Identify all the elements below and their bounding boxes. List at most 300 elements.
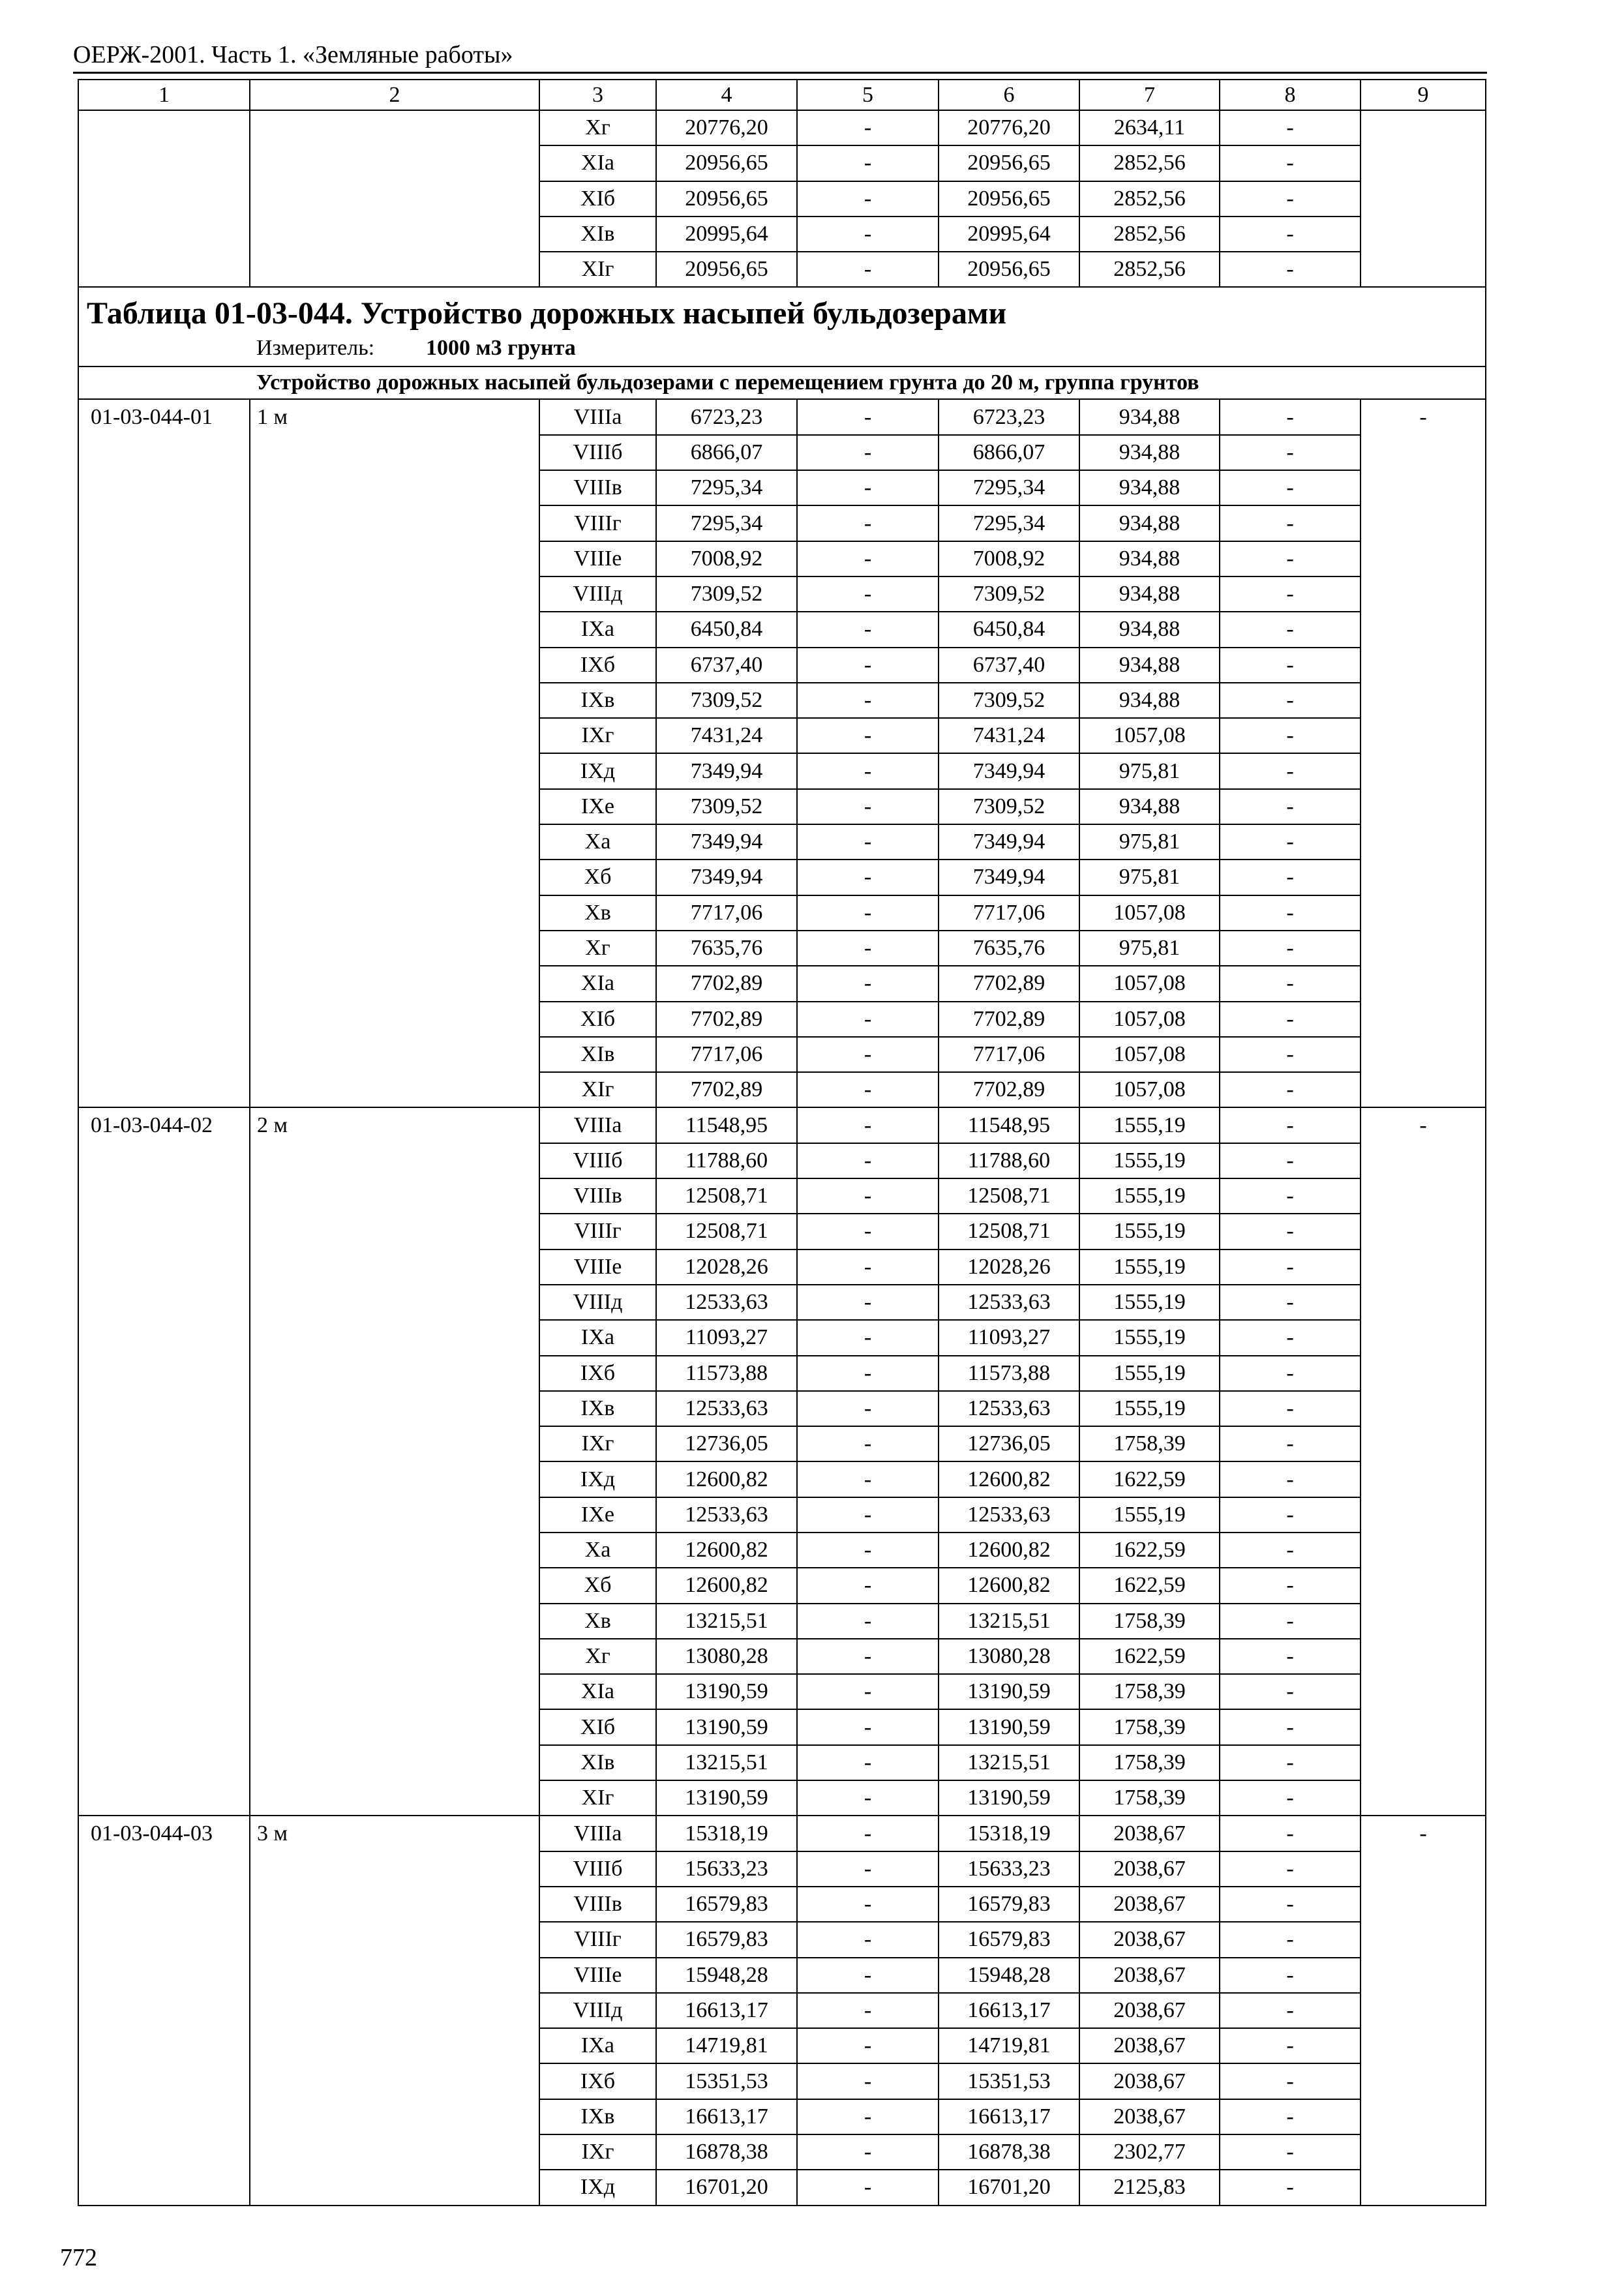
table-cell: - <box>1220 2170 1361 2205</box>
table-cell: - <box>1220 1851 1361 1887</box>
table-cell: - <box>797 1356 939 1391</box>
table-cell: - <box>797 1497 939 1533</box>
table-cell: 13190,59 <box>656 1674 797 1709</box>
col9-value: - <box>1361 1816 1486 2205</box>
table-cell: 7349,94 <box>939 824 1079 860</box>
table-cell: 16613,17 <box>939 2099 1079 2134</box>
table-cell: VIIIб <box>539 435 656 470</box>
table-cell: - <box>797 1320 939 1355</box>
rate-code: 01-03-044-01 <box>78 399 250 1107</box>
table-cell: XIг <box>539 1780 656 1816</box>
table-cell: 975,81 <box>1079 931 1220 966</box>
table-cell: - <box>1220 252 1361 287</box>
table-cell: IXб <box>539 2063 656 2099</box>
table-cell: 12600,82 <box>939 1533 1079 1568</box>
table-cell: 20956,65 <box>656 181 797 217</box>
table-cell: - <box>1220 1391 1361 1426</box>
table-cell: - <box>1220 789 1361 824</box>
table-cell: VIIIб <box>539 1143 656 1178</box>
table-cell: - <box>797 1816 939 1851</box>
table-cell: 12508,71 <box>939 1178 1079 1214</box>
table-cell: 2038,67 <box>1079 2028 1220 2063</box>
table-cell: - <box>797 2028 939 2063</box>
table-cell: 20956,65 <box>656 145 797 181</box>
table-cell: 934,88 <box>1079 648 1220 683</box>
table-cell: 12600,82 <box>656 1461 797 1497</box>
table-cell: - <box>1220 1002 1361 1037</box>
table-cell: 2038,67 <box>1079 1958 1220 1993</box>
table-cell: 7309,52 <box>656 789 797 824</box>
table-cell: - <box>1220 1037 1361 1072</box>
rate-code: 01-03-044-02 <box>78 1107 250 1816</box>
table-cell: - <box>797 1639 939 1674</box>
table-cell: - <box>797 2099 939 2134</box>
table-cell: 1555,19 <box>1079 1285 1220 1320</box>
table-cell: - <box>1220 1356 1361 1391</box>
table-cell: 16701,20 <box>939 2170 1079 2205</box>
table-cell: 1758,39 <box>1079 1780 1220 1816</box>
table-cell: - <box>1220 1816 1361 1851</box>
table-cell: - <box>797 612 939 647</box>
table-cell: 7635,76 <box>939 931 1079 966</box>
table-cell: VIIIд <box>539 1993 656 2028</box>
table-cell: 16701,20 <box>656 2170 797 2205</box>
table-cell: IXа <box>539 2028 656 2063</box>
table-cell: - <box>1220 181 1361 217</box>
table-cell: 7702,89 <box>656 966 797 1001</box>
table-cell: 13190,59 <box>656 1709 797 1744</box>
table-cell: - <box>797 1993 939 2028</box>
table-cell: 1555,19 <box>1079 1356 1220 1391</box>
table-cell: VIIIб <box>539 1851 656 1887</box>
table-cell: 11573,88 <box>656 1356 797 1391</box>
table-cell: - <box>1220 683 1361 718</box>
table-cell: IXа <box>539 1320 656 1355</box>
table-cell: 20956,65 <box>656 252 797 287</box>
table-cell: 7702,89 <box>656 1072 797 1107</box>
table-cell: 13215,51 <box>939 1745 1079 1780</box>
table-cell: 1758,39 <box>1079 1674 1220 1709</box>
table-cell: - <box>1220 1533 1361 1568</box>
table-cell: 20956,65 <box>939 252 1079 287</box>
table-cell: 16579,83 <box>939 1922 1079 1957</box>
table-cell: 1057,08 <box>1079 1002 1220 1037</box>
table-cell: - <box>797 576 939 612</box>
table-cell: - <box>1220 1285 1361 1320</box>
table-cell: - <box>797 1072 939 1107</box>
table-cell: 1622,59 <box>1079 1533 1220 1568</box>
table-cell: - <box>1220 1072 1361 1107</box>
table-cell: 12508,71 <box>939 1214 1079 1249</box>
table-cell: - <box>1220 648 1361 683</box>
table-cell: 6866,07 <box>656 435 797 470</box>
table-cell: 7702,89 <box>656 1002 797 1037</box>
table-cell: IXа <box>539 612 656 647</box>
table-cell: - <box>797 753 939 788</box>
table-cell: - <box>1220 1745 1361 1780</box>
table-cell: VIIIд <box>539 1285 656 1320</box>
table-cell: 12736,05 <box>656 1426 797 1461</box>
table-cell: IXв <box>539 2099 656 2134</box>
table-cell: - <box>1220 1107 1361 1143</box>
table-cell: Xа <box>539 1533 656 1568</box>
column-number: 2 <box>250 80 539 110</box>
table-cell: 7349,94 <box>656 824 797 860</box>
table-row <box>78 110 1486 145</box>
table-row <box>78 1816 1486 1851</box>
section-heading: Устройство дорожных насыпей бульдозерами с перемещением грунта до 20 м, группа грунтов <box>78 367 1486 399</box>
table-cell: - <box>1220 435 1361 470</box>
column-number-row <box>78 80 1486 110</box>
table-cell: 15948,28 <box>939 1958 1079 1993</box>
table-row <box>78 1107 1486 1143</box>
table-cell: - <box>1220 1497 1361 1533</box>
table-cell: 15633,23 <box>656 1851 797 1887</box>
table-cell: IXг <box>539 2134 656 2170</box>
table-cell: 12533,63 <box>656 1497 797 1533</box>
table-cell: 14719,81 <box>656 2028 797 2063</box>
table-cell: - <box>1220 1958 1361 1993</box>
table-cell: 934,88 <box>1079 399 1220 434</box>
table-cell: 7295,34 <box>939 470 1079 505</box>
table-title-row <box>78 287 1486 367</box>
measure-value: 1000 м3 грунта <box>426 336 576 361</box>
table-cell: 14719,81 <box>939 2028 1079 2063</box>
table-cell: 1057,08 <box>1079 1072 1220 1107</box>
table-cell: 12533,63 <box>656 1285 797 1320</box>
table-cell: - <box>797 1178 939 1214</box>
header-rule <box>73 72 1487 74</box>
table-cell: 20995,64 <box>656 217 797 252</box>
table-cell: XIа <box>539 145 656 181</box>
table-cell: 20956,65 <box>939 145 1079 181</box>
table-cell: VIIIа <box>539 399 656 434</box>
table-cell: 15351,53 <box>939 2063 1079 2099</box>
measure-line <box>256 337 1485 359</box>
table-cell: - <box>797 470 939 505</box>
column-number: 4 <box>656 80 797 110</box>
table-cell: 1622,59 <box>1079 1461 1220 1497</box>
table-cell: IXг <box>539 718 656 753</box>
table-cell: - <box>1220 2099 1361 2134</box>
table-cell: 20776,20 <box>939 110 1079 145</box>
table-cell: VIIIг <box>539 505 656 541</box>
table-cell: 12533,63 <box>939 1391 1079 1426</box>
table-cell: - <box>797 2170 939 2205</box>
table-cell: 13190,59 <box>939 1780 1079 1816</box>
table-cell: - <box>1220 1604 1361 1639</box>
table-cell: 16613,17 <box>656 2099 797 2134</box>
code-cell-empty <box>78 110 250 287</box>
table-cell: 1758,39 <box>1079 1604 1220 1639</box>
table-cell: XIб <box>539 181 656 217</box>
table-cell: - <box>797 435 939 470</box>
table-cell: 7349,94 <box>939 860 1079 895</box>
table-cell: 1622,59 <box>1079 1639 1220 1674</box>
table-cell: 13190,59 <box>656 1780 797 1816</box>
table-cell: IXд <box>539 2170 656 2205</box>
table-cell: 2038,67 <box>1079 2099 1220 2134</box>
table-cell: 12028,26 <box>656 1249 797 1285</box>
table-cell: 1057,08 <box>1079 966 1220 1001</box>
table-cell: VIIIе <box>539 1958 656 1993</box>
table-cell: VIIIе <box>539 541 656 576</box>
table-cell: 7008,92 <box>939 541 1079 576</box>
table-cell: IXб <box>539 648 656 683</box>
table-cell: IXб <box>539 1356 656 1391</box>
column-number: 8 <box>1220 80 1361 110</box>
table-cell: 1555,19 <box>1079 1320 1220 1355</box>
table-cell: IXе <box>539 1497 656 1533</box>
table-cell: - <box>1220 2134 1361 2170</box>
table-cell: 16878,38 <box>656 2134 797 2170</box>
table-cell: 13215,51 <box>656 1604 797 1639</box>
table-cell: 13215,51 <box>656 1745 797 1780</box>
table-cell: 6723,23 <box>656 399 797 434</box>
table-cell: - <box>797 648 939 683</box>
table-cell: 1057,08 <box>1079 718 1220 753</box>
table-cell: 7635,76 <box>656 931 797 966</box>
table-cell: 934,88 <box>1079 541 1220 576</box>
table-cell: 6866,07 <box>939 435 1079 470</box>
table-cell: 7349,94 <box>656 753 797 788</box>
table-cell: 20995,64 <box>939 217 1079 252</box>
table-cell: - <box>797 1568 939 1603</box>
table-cell: - <box>797 181 939 217</box>
table-cell: 15633,23 <box>939 1851 1079 1887</box>
table-cell: 11573,88 <box>939 1356 1079 1391</box>
table-cell: 2038,67 <box>1079 1816 1220 1851</box>
table-cell: 16878,38 <box>939 2134 1079 2170</box>
table-cell: 12508,71 <box>656 1214 797 1249</box>
table-cell: 12736,05 <box>939 1426 1079 1461</box>
table-cell: 12600,82 <box>656 1533 797 1568</box>
table-cell: 7717,06 <box>939 1037 1079 1072</box>
page-number: 772 <box>60 2244 97 2271</box>
table-cell: 975,81 <box>1079 753 1220 788</box>
rate-name: 2 м <box>250 1107 539 1816</box>
table-cell: 6450,84 <box>939 612 1079 647</box>
table-cell: 11788,60 <box>939 1143 1079 1178</box>
table-cell: 12508,71 <box>656 1178 797 1214</box>
table-cell: 934,88 <box>1079 683 1220 718</box>
table-cell: - <box>797 1214 939 1249</box>
table-cell: 11548,95 <box>656 1107 797 1143</box>
table-cell: Xв <box>539 1604 656 1639</box>
table-cell: XIв <box>539 1745 656 1780</box>
table-cell: - <box>1220 1426 1361 1461</box>
table-cell: - <box>797 1391 939 1426</box>
table-cell: 12533,63 <box>656 1391 797 1426</box>
table-cell: IXв <box>539 683 656 718</box>
table-cell: XIа <box>539 966 656 1001</box>
table-cell: IXе <box>539 789 656 824</box>
table-cell: XIб <box>539 1709 656 1744</box>
table-cell: - <box>1220 1178 1361 1214</box>
table-cell: 7702,89 <box>939 1072 1079 1107</box>
table-cell: 6737,40 <box>939 648 1079 683</box>
table-cell: - <box>1220 1709 1361 1744</box>
column-number: 6 <box>939 80 1079 110</box>
table-cell: - <box>1220 1568 1361 1603</box>
table-cell: - <box>797 505 939 541</box>
table-cell: VIIIе <box>539 1249 656 1285</box>
table-cell: 20956,65 <box>939 181 1079 217</box>
table-cell: 2038,67 <box>1079 2063 1220 2099</box>
table-cell: 12600,82 <box>939 1568 1079 1603</box>
table-cell: - <box>797 895 939 931</box>
table-cell: 7431,24 <box>939 718 1079 753</box>
table-cell: - <box>797 1037 939 1072</box>
table-cell: 1555,19 <box>1079 1143 1220 1178</box>
table-cell: - <box>797 1958 939 1993</box>
table-cell: - <box>797 2063 939 2099</box>
table-cell: 6450,84 <box>656 612 797 647</box>
table-cell: 2038,67 <box>1079 1993 1220 2028</box>
table-cell: 15318,19 <box>939 1816 1079 1851</box>
table-cell: - <box>797 1780 939 1816</box>
measure-label: Измеритель: <box>256 336 375 361</box>
table-cell: - <box>1220 1214 1361 1249</box>
table-cell: 1758,39 <box>1079 1426 1220 1461</box>
table-cell: 13190,59 <box>939 1674 1079 1709</box>
table-cell: - <box>797 1002 939 1037</box>
table-cell: XIв <box>539 217 656 252</box>
table-cell: Xб <box>539 860 656 895</box>
table-cell: 1555,19 <box>1079 1178 1220 1214</box>
table-cell: Xг <box>539 931 656 966</box>
table-cell: - <box>1220 399 1361 434</box>
table-cell: VIIIа <box>539 1107 656 1143</box>
table-cell: 16613,17 <box>656 1993 797 2028</box>
name-cell-empty <box>250 110 539 287</box>
table-cell: 7309,52 <box>656 576 797 612</box>
table-cell: 2634,11 <box>1079 110 1220 145</box>
table-cell: - <box>1220 753 1361 788</box>
table-cell: VIIIв <box>539 470 656 505</box>
table-cell: - <box>1220 895 1361 931</box>
column-number: 5 <box>797 80 939 110</box>
table-cell: 1758,39 <box>1079 1745 1220 1780</box>
rate-name: 1 м <box>250 399 539 1107</box>
table-cell: 934,88 <box>1079 505 1220 541</box>
table-cell: 7309,52 <box>656 683 797 718</box>
table-cell: - <box>1220 1639 1361 1674</box>
table-row <box>78 399 1486 434</box>
table-cell: 7702,89 <box>939 1002 1079 1037</box>
column-number: 3 <box>539 80 656 110</box>
table-cell: IXв <box>539 1391 656 1426</box>
table-cell: - <box>797 1851 939 1887</box>
table-cell: 16579,83 <box>656 1922 797 1957</box>
table-cell: 11788,60 <box>656 1143 797 1178</box>
table-cell: 12533,63 <box>939 1285 1079 1320</box>
table-cell: 934,88 <box>1079 576 1220 612</box>
table-cell: VIIIг <box>539 1922 656 1957</box>
table-cell: - <box>797 1922 939 1957</box>
col9-value: - <box>1361 1107 1486 1816</box>
table-cell: - <box>797 1604 939 1639</box>
table-cell: - <box>1220 541 1361 576</box>
table-cell: 1758,39 <box>1079 1709 1220 1744</box>
table-cell: 975,81 <box>1079 824 1220 860</box>
table-cell: 15948,28 <box>656 1958 797 1993</box>
table-cell: 1555,19 <box>1079 1214 1220 1249</box>
table-cell: XIв <box>539 1037 656 1072</box>
table-cell: 1622,59 <box>1079 1568 1220 1603</box>
table-cell: 12533,63 <box>939 1497 1079 1533</box>
table-cell: - <box>1220 1249 1361 1285</box>
table-cell: 934,88 <box>1079 470 1220 505</box>
table-cell: 7702,89 <box>939 966 1079 1001</box>
table-cell: - <box>1220 2028 1361 2063</box>
table-cell: - <box>797 1285 939 1320</box>
table-cell: XIа <box>539 1674 656 1709</box>
table-cell: IXд <box>539 1461 656 1497</box>
table-cell: - <box>797 145 939 181</box>
table-cell: 1555,19 <box>1079 1391 1220 1426</box>
table-cell: - <box>1220 1887 1361 1922</box>
table-title: Таблица 01-03-044. Устройство дорожных насыпей бульдозерами <box>87 296 1007 331</box>
table-cell: 7295,34 <box>656 505 797 541</box>
table-cell: 12028,26 <box>939 1249 1079 1285</box>
column-number: 1 <box>78 80 250 110</box>
table-cell: 7309,52 <box>939 576 1079 612</box>
table-cell: 7431,24 <box>656 718 797 753</box>
table-cell: 1057,08 <box>1079 1037 1220 1072</box>
table-cell: - <box>797 1709 939 1744</box>
table-cell: - <box>1220 1320 1361 1355</box>
running-header: ОЕРЖ-2001. Часть 1. «Земляные работы» <box>73 41 513 68</box>
table-cell: 2125,83 <box>1079 2170 1220 2205</box>
rate-name: 3 м <box>250 1816 539 2205</box>
table-cell: - <box>797 2134 939 2170</box>
table-cell: - <box>797 1674 939 1709</box>
table-cell: Xв <box>539 895 656 931</box>
table-cell: - <box>1220 860 1361 895</box>
table-cell: - <box>1220 110 1361 145</box>
table-cell: Xг <box>539 1639 656 1674</box>
table-cell: XIг <box>539 252 656 287</box>
table-cell: - <box>797 217 939 252</box>
table-cell: - <box>797 1249 939 1285</box>
table-cell: - <box>1220 1143 1361 1178</box>
table-cell: 7008,92 <box>656 541 797 576</box>
col9-cell-empty <box>1361 110 1486 287</box>
table-cell: - <box>1220 718 1361 753</box>
table-cell: 2852,56 <box>1079 217 1220 252</box>
table-cell: 16579,83 <box>939 1887 1079 1922</box>
table-cell: 13080,28 <box>939 1639 1079 1674</box>
table-cell: 934,88 <box>1079 435 1220 470</box>
table-cell: - <box>1220 470 1361 505</box>
table-cell: - <box>1220 505 1361 541</box>
table-cell: 2852,56 <box>1079 145 1220 181</box>
table-cell: - <box>797 966 939 1001</box>
table-cell: 12600,82 <box>939 1461 1079 1497</box>
table-cell: 16613,17 <box>939 1993 1079 2028</box>
table-cell: 7295,34 <box>656 470 797 505</box>
table-cell: - <box>797 1461 939 1497</box>
table-cell: 7717,06 <box>656 1037 797 1072</box>
table-cell: 2852,56 <box>1079 252 1220 287</box>
table-cell: - <box>1220 217 1361 252</box>
table-cell: Xа <box>539 824 656 860</box>
table-cell: 2302,77 <box>1079 2134 1220 2170</box>
table-cell: 20776,20 <box>656 110 797 145</box>
table-cell: - <box>797 683 939 718</box>
table-cell: 7309,52 <box>939 683 1079 718</box>
